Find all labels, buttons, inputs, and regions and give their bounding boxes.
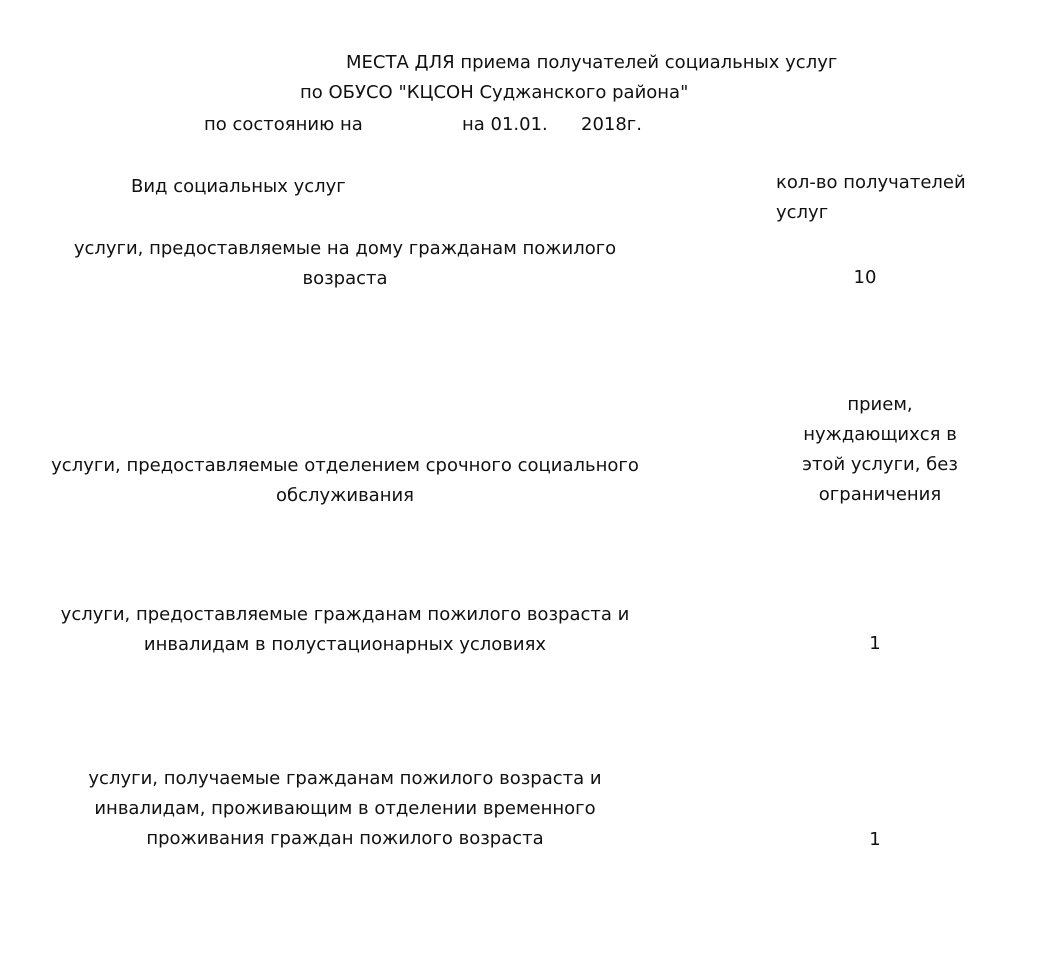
service-text-line: возраста [302, 268, 388, 289]
recipient-note-line: ограничения [818, 484, 942, 505]
recipient-count: 1 [869, 829, 881, 850]
recipient-note-line: нуждающихся в [803, 424, 957, 445]
service-text-line: услуги, предоставляемые отделением срочного социального [51, 455, 639, 476]
service-text-line: инвалидам в полустационарных условиях [143, 634, 547, 655]
column-header-recipients-line1: кол-во получателей [776, 172, 966, 193]
date-year: 2018г. [581, 114, 642, 135]
organization-name: по ОБУСО "КЦСОН Суджанского района" [300, 82, 689, 103]
table-row-value [800, 629, 950, 659]
table-row-value [770, 263, 960, 293]
recipient-note-line: прием, [847, 394, 913, 415]
recipient-count: 10 [853, 267, 877, 288]
table-row-value [800, 825, 950, 855]
column-header-recipients-line2: услуг [776, 202, 829, 223]
service-text-line: проживания граждан пожилого возраста [146, 828, 544, 849]
table-row-service [30, 600, 660, 660]
recipient-note-line: этой услуги, без [802, 454, 958, 475]
service-text-line: услуги, предоставляемые на дому гражданам пожилого [73, 238, 617, 259]
date-prefix: на 01.01. [462, 114, 548, 135]
document-title: МЕСТА ДЛЯ приема получателей социальных услуг [346, 52, 838, 73]
service-text-line: услуги, получаемые гражданам пожилого возраста и [88, 768, 602, 789]
table-row-value [770, 390, 990, 510]
column-header-service-type: Вид социальных услуг [131, 176, 346, 197]
table-row-service [40, 764, 650, 854]
date-label: по состоянию на [204, 114, 363, 135]
recipient-count: 1 [869, 633, 881, 654]
service-text-line: обслуживания [275, 485, 414, 506]
table-row-service [20, 451, 670, 511]
service-text-line: инвалидам, проживающим в отделении временного [94, 798, 596, 819]
service-text-line: услуги, предоставляемые гражданам пожилого возраста и [60, 604, 630, 625]
table-row-service [40, 234, 650, 294]
